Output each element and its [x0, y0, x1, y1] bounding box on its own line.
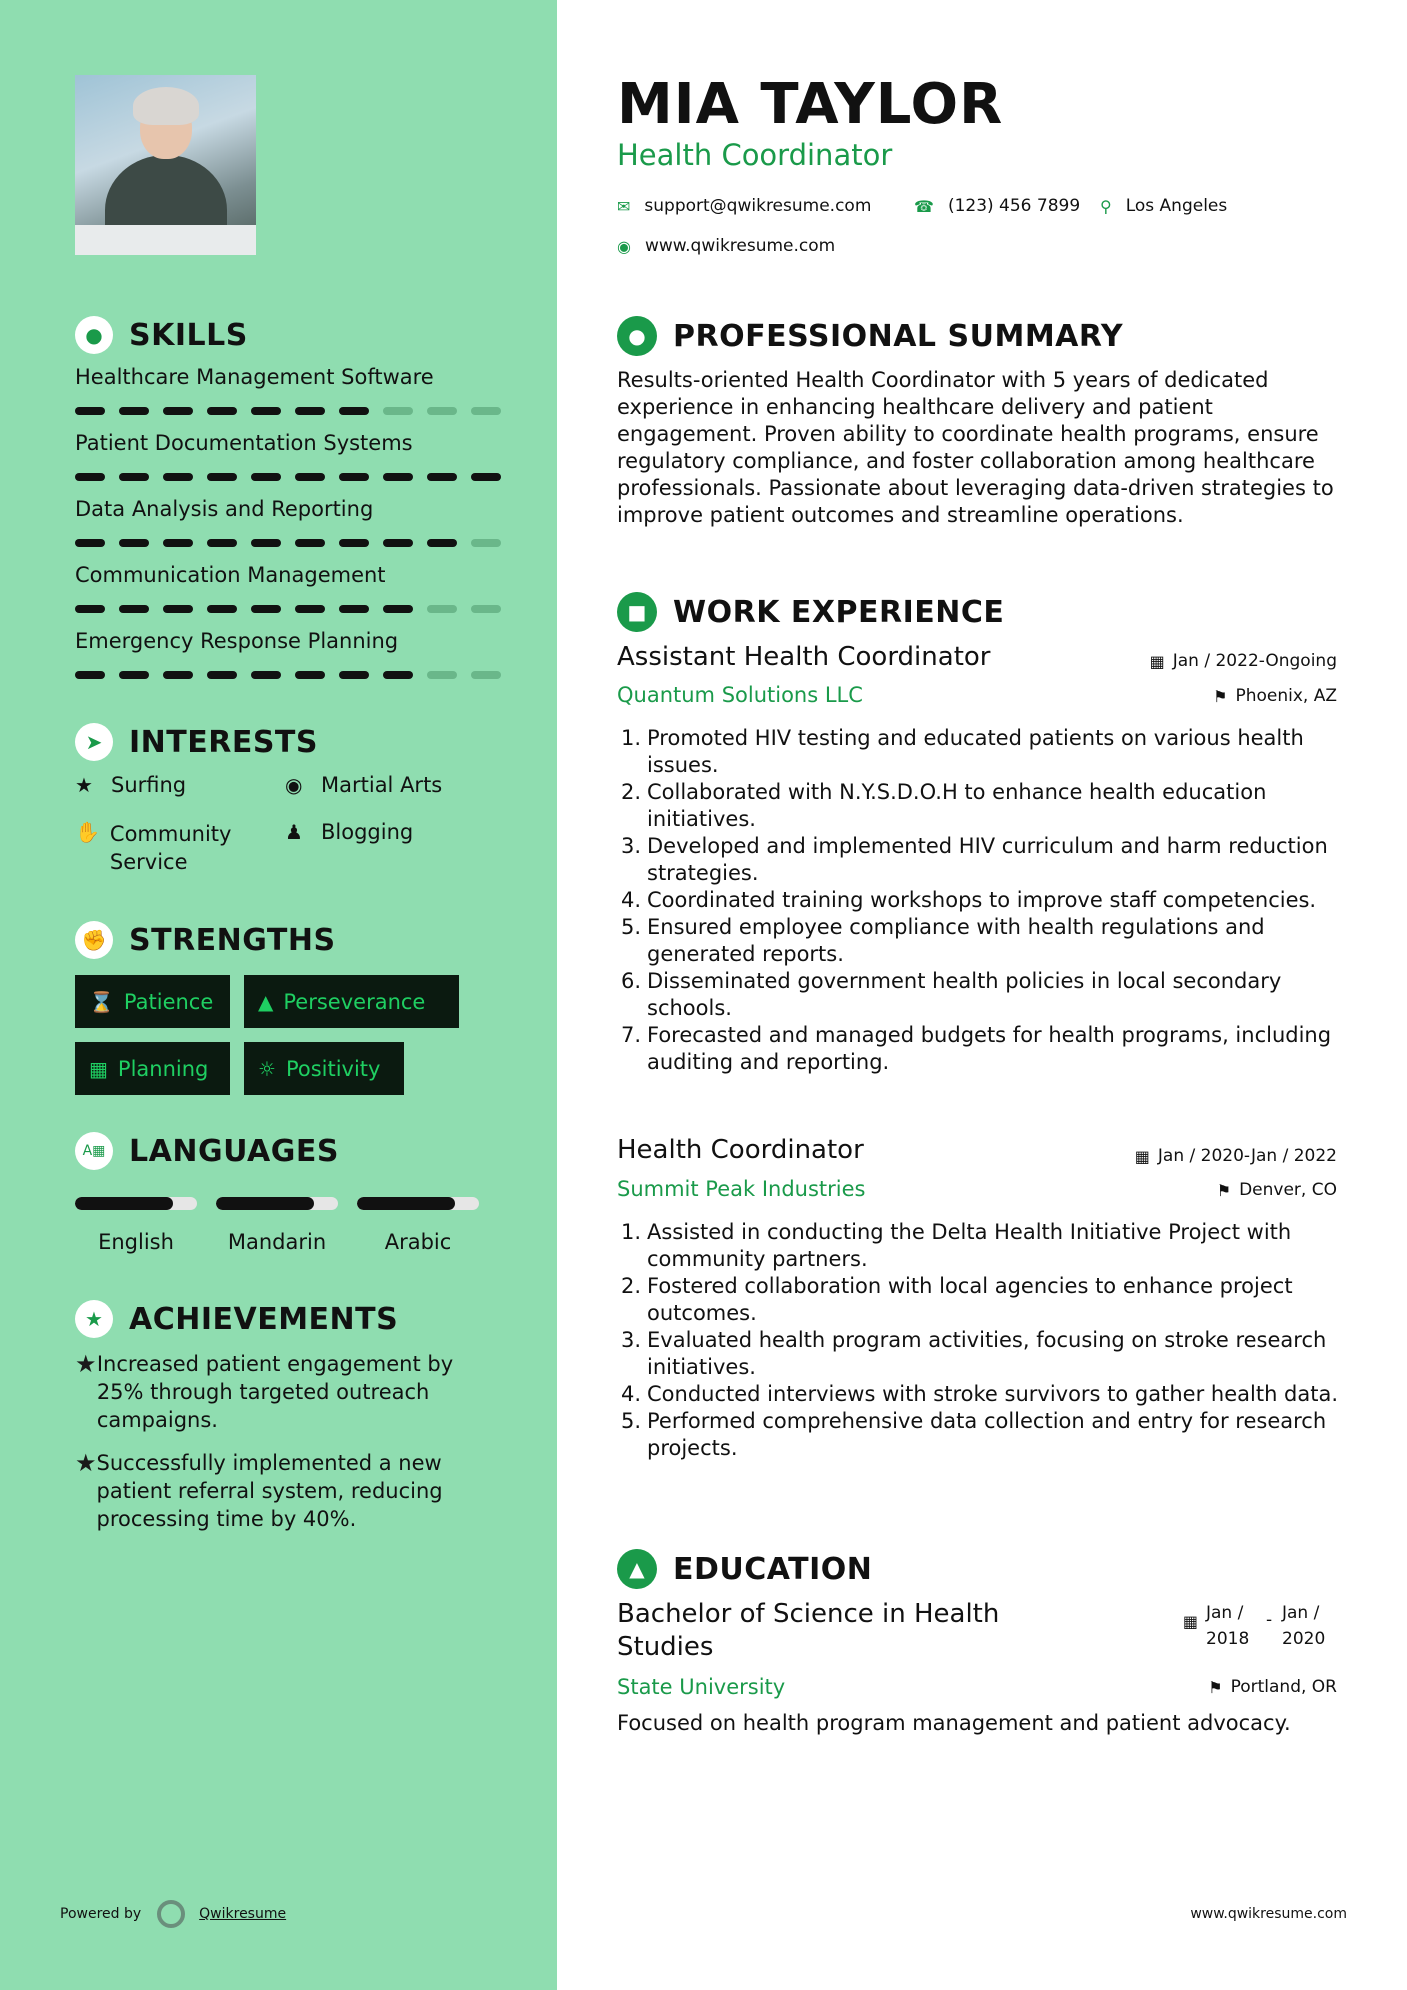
job-bullet: 6. Disseminated government health policies in local secondary schools.: [620, 969, 1282, 1020]
skill-level-segment: [119, 671, 149, 679]
contact-email: ✉ support@qwikresume.com: [617, 196, 872, 216]
skill-level-segment: [339, 407, 369, 415]
job-bullet: 1. Assisted in conducting the Delta Health Initiative Project with community partners.: [620, 1220, 1292, 1271]
job-bullets: [617, 1219, 1357, 1462]
education-title: EDUCATION: [673, 1551, 873, 1587]
skill-level-segment: [163, 671, 193, 679]
achievement-item: ★ Increased patient engagement by 25% through targeted outreach campaigns.: [75, 1350, 454, 1432]
interest-item: ✋ Community Service: [75, 820, 232, 874]
experience-title: WORK EXPERIENCE: [673, 594, 1005, 630]
road-icon: ▲: [258, 989, 274, 1014]
skill-level-segment: [163, 407, 193, 415]
skill-level-segment: [339, 473, 369, 481]
skill-level-segment: [295, 473, 325, 481]
skill-level-segment: [251, 605, 281, 613]
education-text: Focused on health program management and patient advocacy.: [617, 1711, 1291, 1735]
profile-photo: [75, 75, 256, 255]
skill-item: Healthcare Management Software: [75, 365, 505, 415]
job-location: ⚑ Denver, CO: [1216, 1180, 1337, 1200]
skill-level-segment: [427, 473, 457, 481]
pin-icon: ⚑: [1208, 1677, 1223, 1697]
skill-item: Data Analysis and Reporting: [75, 497, 505, 547]
languages-header: [75, 1132, 339, 1170]
skill-level-segment: [383, 473, 413, 481]
globe-icon: ◉: [617, 236, 631, 256]
fist-icon: ✊: [75, 921, 113, 959]
skill-level-segment: [427, 671, 457, 679]
job-bullet: 5. Ensured employee compliance with health regulations and generated reports.: [620, 915, 1265, 966]
skill-level-segment: [163, 473, 193, 481]
job-title: Assistant Health Coordinator: [617, 642, 991, 672]
skill-level-segment: [251, 473, 281, 481]
skill-level-segment: [383, 539, 413, 547]
language-item: Arabic: [357, 1197, 479, 1254]
skill-level-segment: [295, 605, 325, 613]
sun-icon: ☼: [258, 1056, 276, 1081]
interests-header: [75, 723, 318, 761]
skill-level-segment: [427, 407, 457, 415]
star-badge-icon: ★: [75, 1300, 113, 1338]
skill-level-segment: [471, 539, 501, 547]
skill-level-segment: [383, 671, 413, 679]
job-bullet: 3. Evaluated health program activities, focusing on stroke research initiatives.: [620, 1328, 1327, 1379]
languages-title: LANGUAGES: [129, 1133, 339, 1169]
skill-level-segment: [119, 407, 149, 415]
phone-icon: ☎: [914, 196, 934, 216]
job-bullet: 2. Collaborated with N.Y.S.D.O.H to enhance health education initiatives.: [620, 780, 1267, 831]
skill-item: Patient Documentation Systems: [75, 431, 505, 481]
skill-level-segment: [471, 605, 501, 613]
language-item: English: [75, 1197, 197, 1254]
skill-level-segment: [339, 671, 369, 679]
strength-chip: ▲ Perseverance: [244, 975, 459, 1028]
skill-level-segment: [295, 671, 325, 679]
language-level-bar: [357, 1197, 479, 1210]
globe-icon: ◉: [285, 773, 303, 797]
user-icon: ●: [617, 316, 657, 356]
skill-level-segment: [75, 671, 105, 679]
job-title: Health Coordinator: [617, 1135, 864, 1165]
skill-level-segment: [251, 671, 281, 679]
skill-level-segment: [75, 473, 105, 481]
experience-header: [617, 592, 1004, 632]
strength-chip: ☼ Positivity: [244, 1042, 404, 1095]
job-company: Summit Peak Industries: [617, 1177, 866, 1201]
job-bullet: 2. Fostered collaboration with local agencies to enhance project outcomes.: [620, 1274, 1293, 1325]
skill-level-segment: [471, 473, 501, 481]
skill-level-segment: [75, 407, 105, 415]
skill-level-segment: [163, 605, 193, 613]
strength-chip: ⌛ Patience: [75, 975, 230, 1028]
skill-level-segment: [339, 605, 369, 613]
interests-title: INTERESTS: [129, 724, 318, 760]
education-dates: ▦ Jan / 2018 - Jan / 2020: [1182, 1603, 1326, 1649]
hourglass-icon: ⌛: [89, 989, 114, 1014]
skill-level-segment: [251, 407, 281, 415]
candidate-name: MIA TAYLOR: [617, 72, 1004, 137]
powered-by: Powered by Qwikresume: [60, 1900, 286, 1928]
job-bullet: 4. Conducted interviews with stroke survivors to gather health data.: [620, 1382, 1339, 1406]
skill-level-segment: [163, 539, 193, 547]
sidebar: [0, 0, 557, 1990]
skill-level-segment: [119, 605, 149, 613]
footer-url[interactable]: www.qwikresume.com: [1190, 1906, 1347, 1922]
map-pin-icon: ⚲: [1100, 196, 1112, 216]
skills-header: [75, 316, 248, 354]
job-dates: ▦ Jan / 2022-Ongoing: [1149, 651, 1337, 671]
skill-level-segment: [207, 605, 237, 613]
paper-plane-icon: ➤: [75, 723, 113, 761]
skill-level-segment: [75, 539, 105, 547]
star-icon: ★: [75, 1449, 97, 1477]
skill-level-segment: [339, 539, 369, 547]
skill-level-segment: [295, 407, 325, 415]
strength-chip: ▦ Planning: [75, 1042, 230, 1095]
interest-item: ★ Surfing: [75, 773, 187, 797]
envelope-icon: ✉: [617, 196, 631, 216]
calendar-icon: ▦: [1149, 651, 1165, 671]
job-bullet: 1. Promoted HIV testing and educated patients on various health issues.: [620, 726, 1304, 777]
skill-level-segment: [295, 539, 325, 547]
skill-level-bar: [75, 671, 505, 679]
skill-level-bar: [75, 605, 505, 613]
candidate-role: Health Coordinator: [617, 138, 893, 172]
skill-level-segment: [119, 473, 149, 481]
calendar-icon: ▦: [1134, 1146, 1150, 1166]
language-level-bar: [75, 1197, 197, 1210]
skill-level-segment: [251, 539, 281, 547]
skill-level-segment: [207, 473, 237, 481]
skill-level-segment: [471, 407, 501, 415]
skill-level-segment: [427, 539, 457, 547]
skill-level-segment: [207, 671, 237, 679]
skill-level-segment: [207, 407, 237, 415]
education-school: State University: [617, 1675, 786, 1699]
pin-icon: ⚑: [1213, 686, 1228, 706]
skill-level-segment: [383, 605, 413, 613]
job-bullet: 5. Performed comprehensive data collection and entry for research projects.: [620, 1409, 1327, 1460]
skill-item: Communication Management: [75, 563, 505, 613]
language-level-bar: [216, 1197, 338, 1210]
main-content: [557, 0, 1407, 1990]
briefcase-icon: ■: [617, 592, 657, 632]
hand-icon: ✋: [75, 820, 100, 844]
lightbulb-icon: ●: [75, 316, 113, 354]
pin-icon: ⚑: [1216, 1180, 1232, 1200]
job-company: Quantum Solutions LLC: [617, 683, 863, 707]
language-item: Mandarin: [216, 1197, 338, 1254]
summary-header: [617, 316, 1123, 356]
calendar-icon: ▦: [1182, 1612, 1198, 1631]
qwikresume-link[interactable]: Qwikresume: [199, 1906, 287, 1922]
interest-item: ♟ Blogging: [285, 820, 414, 844]
skill-level-bar: [75, 539, 505, 547]
skill-level-segment: [207, 539, 237, 547]
strengths-header: [75, 921, 336, 959]
strengths-title: STRENGTHS: [129, 922, 336, 958]
skill-level-segment: [427, 605, 457, 613]
users-icon: ♟: [285, 820, 303, 844]
job-dates: ▦ Jan / 2020-Jan / 2022: [1134, 1146, 1337, 1166]
achievements-title: ACHIEVEMENTS: [129, 1301, 399, 1337]
calendar-icon: ▦: [89, 1056, 108, 1081]
job-bullet: 3. Developed and implemented HIV curriculum and harm reduction strategies.: [620, 834, 1328, 885]
contact-phone: ☎ (123) 456 7899: [914, 196, 1081, 216]
achievement-item: ★ Successfully implemented a new patient referral system, reducing processing time by 40%.: [75, 1449, 443, 1531]
education-location: ⚑ Portland, OR: [1208, 1677, 1337, 1697]
skill-level-segment: [75, 605, 105, 613]
skill-level-bar: [75, 473, 505, 481]
graduation-icon: ▲: [617, 1549, 657, 1589]
skill-level-bar: [75, 407, 505, 415]
education-degree: Bachelor of Science in Health Studies: [617, 1599, 1000, 1662]
contact-location: ⚲ Los Angeles: [1100, 196, 1228, 216]
achievements-header: [75, 1300, 398, 1338]
job-bullet: 4. Coordinated training workshops to improve staff competencies.: [620, 888, 1317, 912]
star-icon: ★: [75, 773, 93, 797]
skill-item: Emergency Response Planning: [75, 629, 505, 679]
contact-website: ◉ www.qwikresume.com: [617, 236, 836, 256]
interest-item: ◉ Martial Arts: [285, 773, 443, 797]
skills-title: SKILLS: [129, 317, 248, 353]
language-icon: A▦: [75, 1132, 113, 1170]
skill-level-segment: [383, 407, 413, 415]
job-bullets: [617, 725, 1357, 1076]
summary-title: PROFESSIONAL SUMMARY: [673, 318, 1124, 354]
job-location: ⚑ Phoenix, AZ: [1213, 686, 1337, 706]
job-bullet: 7. Forecasted and managed budgets for health programs, including auditing and reporting.: [620, 1023, 1332, 1074]
education-header: [617, 1549, 872, 1589]
summary-text: Results-oriented Health Coordinator with 5 years of dedicated experience in enhancing healthcare delivery and patient engagement. Proven ability to coordinate health programs, ensure regulatory compliance, and foster collaboration among healthcare professionals. Passionate about leveraging data-driven strategies to improve patient outcomes and streamline operations.: [617, 368, 1334, 527]
skill-level-segment: [119, 539, 149, 547]
qwikresume-logo-icon: [157, 1900, 185, 1928]
star-icon: ★: [75, 1350, 97, 1378]
skill-level-segment: [471, 671, 501, 679]
